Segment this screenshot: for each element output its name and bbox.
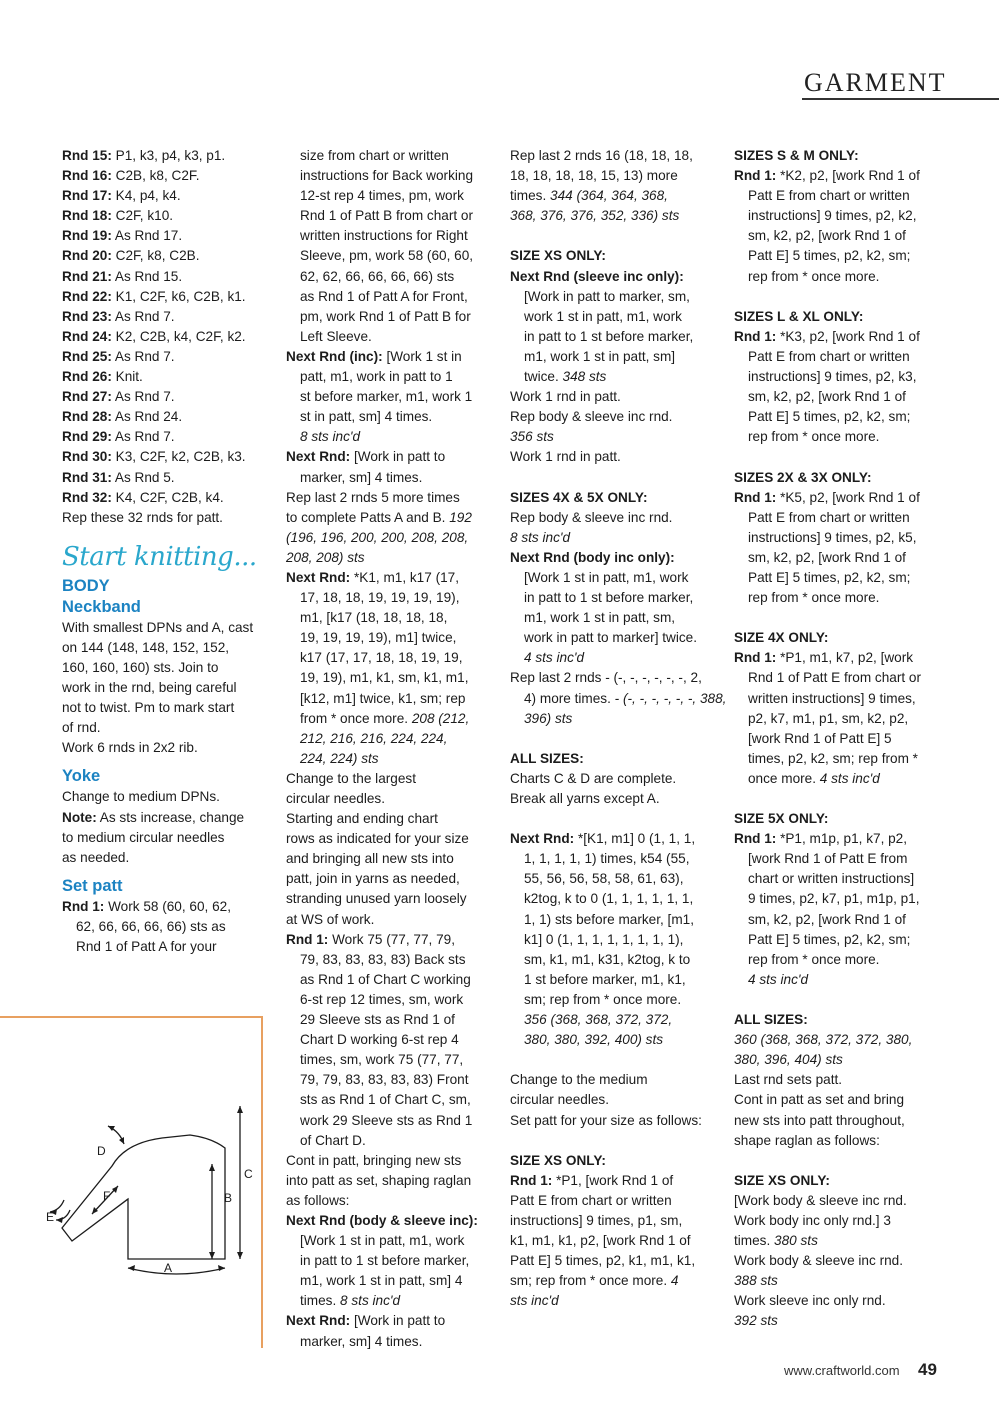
label-f: F	[103, 1189, 111, 1203]
rnd1-line: Rnd 1 of Patt A for your	[76, 939, 217, 954]
text-line: Patt E] 5 times, p2, k2, sm;	[748, 569, 911, 585]
change-line: circular needles.	[510, 1092, 609, 1108]
round-line: Rnd 22: K1, C2F, k6, C2B, k1.	[62, 288, 246, 304]
text-line: Starting and ending chart	[286, 811, 438, 827]
text-line: st in patt, sm] 4 times.	[300, 409, 433, 425]
text-line: of Chart D.	[300, 1132, 366, 1148]
body-heading: BODY	[62, 576, 110, 595]
text-line: in patt to 1 st before marker,	[300, 1253, 470, 1269]
round-line: Rnd 31: As Rnd 5.	[62, 469, 175, 485]
column-2	[286, 146, 512, 1352]
text-line: rows as indicated for your size	[286, 831, 469, 847]
text-line: k1, m1, k1, p2, [work Rnd 1 of	[510, 1233, 691, 1249]
start-knitting-heading: Start knitting...	[62, 541, 257, 572]
rnd1-line: sm; rep from * once more. 4	[510, 1273, 679, 1289]
text-block	[286, 950, 512, 1151]
next-inc-line: Next Rnd (inc): [Work 1 st in	[286, 348, 462, 364]
text-block	[734, 668, 974, 768]
round-line: Rnd 15: P1, k3, p4, k3, p1.	[62, 148, 226, 163]
text-line: patt, join in yarns as needed,	[286, 871, 460, 887]
change-line: Change to the medium	[510, 1072, 648, 1088]
text-line: 62, 62, 66, 66, 66, 66) sts	[300, 268, 455, 284]
stitch-count: 380, 396, 404) sts	[734, 1052, 843, 1068]
round-line: Rnd 23: As Rnd 7.	[62, 308, 175, 324]
xs-line: Work body & sleeve inc rnd.	[734, 1253, 903, 1269]
xs-line: times. 380 sts	[734, 1233, 818, 1249]
text-line: circular needles.	[286, 791, 385, 806]
text-block	[734, 186, 974, 286]
repeat-line: 18, 18, 18, 18, 15, 13) more	[510, 168, 678, 184]
round-line: Rnd 29: As Rnd 7.	[62, 429, 175, 445]
text-line: in patt to 1 st before marker,	[524, 590, 694, 606]
work-line: Work 1 rnd in patt.	[510, 449, 621, 465]
repeat-note: Rep these 32 rnds for patt.	[62, 509, 223, 525]
neckband-heading: Neckband	[62, 597, 141, 616]
text-line: instructions for Back working	[300, 168, 474, 184]
text-line: as Rnd 1 of Chart C working	[300, 971, 471, 987]
text-line: times, p2, k2, sm; rep from *	[748, 750, 918, 766]
inc-count: 4 sts inc'd	[524, 650, 585, 666]
round-line: Rnd 16: C2B, k8, C2F.	[62, 168, 200, 184]
text-line: 55, 56, 56, 58, 58, 61, 63),	[524, 871, 684, 887]
text-line: 6-st rep 12 times, sm, work	[300, 991, 464, 1007]
text-line: k2tog, k to 0 (1, 1, 1, 1, 1, 1,	[524, 891, 694, 907]
stitch-count: 360 (368, 368, 372, 372, 380,	[734, 1032, 913, 1048]
text-line: rep from * once more.	[748, 268, 880, 284]
size-heading: ALL SIZES:	[734, 1012, 808, 1028]
text-line: Patt E] 5 times, p2, k1, m1, k1,	[510, 1253, 696, 1269]
rnd1-line: Rnd 1: *P1, m1, k7, p2, [work	[734, 650, 914, 666]
text-line: as follows:	[286, 1192, 350, 1208]
text-block	[510, 1191, 736, 1271]
text-line: [k12, m1] twice, k1, sm; rep	[300, 690, 466, 706]
text-block	[510, 287, 736, 367]
all-line: Charts C & D are complete.	[510, 770, 677, 786]
yoke-line: Change to medium DPNs.	[62, 789, 220, 805]
text-line: work 1 st in patt, m1, work	[524, 308, 682, 324]
work-line: Work 1 rnd in patt.	[510, 389, 621, 405]
neck-line: With smallest DPNs and A, cast	[62, 619, 254, 635]
text-block	[734, 849, 974, 970]
work-line: Rep body & sleeve inc rnd.	[510, 509, 673, 525]
body-sleeve-inc-label: Next Rnd (body & sleeve inc):	[286, 1212, 478, 1228]
label-a: A	[164, 1261, 173, 1275]
text-line: [work Rnd 1 of Patt E] 5	[748, 730, 892, 746]
text-line: m1, work 1 st in patt, sm] 4	[300, 1273, 463, 1289]
rnd1-line: Rnd 1: Work 58 (60, 60, 62,	[62, 898, 231, 914]
stitch-count: 356 sts	[510, 429, 554, 445]
text-block	[734, 1070, 974, 1150]
neck-line: Work 6 rnds in 2x2 rib.	[62, 740, 198, 756]
xs-line: [Work body & sleeve inc rnd.	[734, 1192, 907, 1208]
text-line: sm; rep from * once more.	[524, 991, 682, 1007]
text-block	[286, 367, 512, 427]
text-line: Patt E from chart or written	[748, 509, 910, 525]
text-line: times, sm, work 75 (77, 77,	[300, 1052, 464, 1068]
text-line: k1] 0 (1, 1, 1, 1, 1, 1, 1, 1),	[524, 931, 684, 947]
text-line: instructions] 9 times, p2, k3,	[748, 369, 917, 385]
text-line: pm, work Rnd 1 of Patt B for	[300, 308, 471, 324]
text-line: rep from * once more.	[748, 951, 880, 967]
size-heading: SIZE 5X ONLY:	[734, 811, 829, 827]
rnd1-line: Rnd 1: *K3, p2, [work Rnd 1 of	[734, 328, 920, 344]
text-line: 1, 1, 1, 1, 1) times, k54 (55,	[524, 851, 690, 867]
text-line: sm, k2, p2, [work Rnd 1 of	[748, 549, 906, 565]
rnd1-line: Rnd 1: Work 75 (77, 77, 79,	[286, 931, 455, 947]
text-block	[734, 508, 974, 608]
text-line: into patt as set, shaping raglan	[286, 1172, 472, 1188]
sl-line: twice. 348 sts	[524, 369, 607, 385]
text-block	[734, 347, 974, 447]
text-line: 79, 83, 83, 83, 83) Back sts	[300, 951, 466, 967]
size-heading: ALL SIZES:	[510, 750, 584, 766]
stitch-count: 368, 376, 376, 352, 336) sts	[510, 208, 680, 224]
text-line: Chart D working 6-st rep 4	[300, 1032, 459, 1048]
text-line: written instructions for Right	[300, 228, 468, 244]
size-heading: SIZES 4X & 5X ONLY:	[510, 489, 648, 505]
text-line: [Work 1 st in patt, m1, work	[300, 1233, 465, 1249]
text-line: sts as Rnd 1 of Chart C, sm,	[300, 1092, 471, 1108]
label-c: C	[244, 1167, 253, 1181]
stitch-count: 224, 224) sts	[300, 750, 379, 766]
page-number: 49	[918, 1360, 937, 1379]
text-line: Last rnd sets patt.	[734, 1072, 843, 1088]
text-line: sm, k2, p2, [work Rnd 1 of	[748, 911, 906, 927]
round-line: Rnd 28: As Rnd 24.	[62, 409, 183, 425]
text-line: at WS of work.	[286, 911, 375, 927]
text-line: sm, k2, p2, [work Rnd 1 of	[748, 389, 906, 405]
stitch-count: 380, 380, 392, 400) sts	[524, 1032, 664, 1048]
website-url: www.craftworld.com	[784, 1363, 900, 1378]
note-line: Note: As sts increase, change	[62, 809, 245, 825]
work-line: Rep body & sleeve inc rnd.	[510, 409, 673, 425]
text-line: 79, 79, 83, 83, 83, 83) Front	[300, 1072, 469, 1088]
inc-count: 8 sts inc'd	[300, 429, 361, 445]
round-line: Rnd 24: K2, C2B, k4, C2F, k2.	[62, 328, 246, 344]
stitch-count: 392 sts	[734, 1313, 778, 1329]
bs-line: times. 8 sts inc'd	[300, 1293, 401, 1309]
inc-count: 4 sts inc'd	[748, 971, 809, 987]
round-line: Rnd 25: As Rnd 7.	[62, 348, 175, 364]
next-line: Next Rnd: [Work in patt to	[286, 449, 446, 465]
neck-line: 160, 160, 160) sts. Join to	[62, 659, 219, 675]
rnd1-line: Rnd 1: *P1, [work Rnd 1 of	[510, 1172, 674, 1188]
repeat-line: 4) more times. - (-, -, -, -, -, -, 388,	[524, 690, 727, 706]
xs-line: Work body inc only rnd.] 3	[734, 1212, 891, 1228]
text-line: Cont in patt, bringing new sts	[286, 1152, 462, 1168]
set-patt-heading: Set patt	[62, 876, 123, 895]
text-line: Cont in patt as set and bring	[734, 1092, 905, 1108]
size-heading: SIZE 4X ONLY:	[734, 630, 829, 646]
text-line: new sts into patt throughout,	[734, 1112, 905, 1128]
stitch-count: (196, 196, 200, 200, 208, 208,	[286, 529, 469, 545]
note-line: to medium circular needles	[62, 829, 225, 845]
text-line: 9 times, p2, k7, p1, m1p, p1,	[748, 891, 920, 907]
header-rule	[802, 98, 999, 100]
rnd1-line: Rnd 1: *P1, m1p, p1, k7, p2,	[734, 831, 908, 847]
next-line: marker, sm] 4 times.	[300, 1333, 423, 1349]
text-line: and bringing all new sts into	[286, 851, 454, 867]
neck-line: of rnd.	[62, 720, 101, 736]
column-3	[510, 146, 736, 1311]
round-line: Rnd 17: K4, p4, k4.	[62, 188, 181, 204]
neck-line: not to twist. Pm to mark start	[62, 700, 235, 716]
text-line: Sleeve, pm, work 58 (60, 60,	[300, 248, 474, 264]
stitch-count: 212, 216, 216, 224, 224,	[300, 730, 448, 746]
label-b: B	[224, 1191, 233, 1205]
stitch-count: 396) sts	[524, 710, 573, 726]
text-line: written instructions] 9 times,	[748, 690, 916, 706]
column-4	[734, 146, 974, 1332]
text-line: Patt E] 5 times, p2, k2, sm;	[748, 409, 911, 425]
text-line: [work Rnd 1 of Patt E from	[748, 851, 908, 867]
text-line: [Work 1 st in patt, m1, work	[524, 569, 689, 585]
text-block	[510, 849, 736, 1010]
rnd1-line: Rnd 1: *K2, p2, [work Rnd 1 of	[734, 168, 920, 184]
sleeve-inc-label: Next Rnd (sleeve inc only):	[510, 268, 684, 284]
round-line: Rnd 26: Knit.	[62, 369, 143, 385]
text-line: Rnd 1 of Patt E from chart or	[748, 670, 922, 686]
text-line: m1, [k17 (18, 18, 18, 18,	[300, 610, 448, 626]
text-block	[286, 146, 512, 347]
text-block	[286, 769, 512, 930]
text-line: 1, 1) sts before marker, [m1,	[524, 911, 694, 927]
text-line: as Rnd 1 of Patt A for Front,	[300, 288, 468, 304]
text-line: instructions] 9 times, p1, sm,	[510, 1212, 683, 1228]
text-line: in patt to 1 st before marker,	[524, 328, 694, 344]
next-line: Next Rnd: *[K1, m1] 0 (1, 1, 1,	[510, 831, 696, 847]
text-line: instructions] 9 times, p2, k5,	[748, 529, 917, 545]
sweater-schematic	[0, 1016, 263, 1348]
text-line: 29 Sleeve sts as Rnd 1 of	[300, 1012, 455, 1028]
text-line: Patt E from chart or written	[748, 348, 910, 364]
neck-line: on 144 (148, 148, 152, 152,	[62, 639, 230, 655]
round-line: Rnd 21: As Rnd 15.	[62, 268, 183, 284]
text-line: 1 st before marker, m1, k1,	[524, 971, 686, 987]
text-line: shape raglan as follows:	[734, 1132, 880, 1148]
repeat-line: Rep last 2 rnds - (-, -, -, -, -, -, 2,	[510, 670, 702, 686]
change-line: Set patt for your size as follows:	[510, 1112, 702, 1128]
size-heading: SIZES L & XL ONLY:	[734, 308, 864, 324]
repeat-line: to complete Patts A and B. 192	[286, 509, 472, 525]
pattern-rounds	[62, 146, 288, 508]
text-line: stranding unused yarn loosely	[286, 891, 467, 907]
text-line: instructions] 9 times, p2, k2,	[748, 208, 917, 224]
column-1	[62, 146, 288, 957]
stitch-count: 208, 208) sts	[286, 549, 365, 565]
size-heading: SIZE XS ONLY:	[734, 1172, 830, 1188]
rnd1-line: 62, 66, 66, 66, 66) sts as	[76, 918, 226, 934]
text-line: sm, k1, m1, k31, k2tog, k to	[524, 951, 691, 967]
text-line: Patt E from chart or written	[510, 1192, 672, 1208]
size-heading: SIZE XS ONLY:	[510, 1152, 606, 1168]
text-line: m1, work 1 st in patt, sm,	[524, 610, 676, 626]
text-line: p2, k7, m1, p1, sm, k2, p2,	[748, 710, 909, 726]
text-line: rep from * once more.	[748, 590, 880, 606]
next-line: marker, sm] 4 times.	[300, 469, 423, 485]
round-line: Rnd 20: C2F, k8, C2B.	[62, 248, 200, 264]
label-e: E	[46, 1210, 55, 1224]
text-line: 17, 18, 18, 19, 19, 19, 19),	[300, 590, 460, 606]
text-line: st before marker, m1, work 1	[300, 389, 473, 405]
text-line: patt, m1, work in patt to 1	[300, 369, 453, 385]
label-d: D	[97, 1144, 106, 1158]
text-line: Patt E] 5 times, p2, k2, sm;	[748, 248, 911, 264]
text-line: Patt E from chart or written	[748, 188, 910, 204]
repeat-line: Rep last 2 rnds 16 (18, 18, 18,	[510, 148, 693, 163]
text-line: Left Sleeve.	[300, 328, 372, 344]
size-heading: SIZES S & M ONLY:	[734, 148, 859, 163]
round-line: Rnd 32: K4, C2F, C2B, k4.	[62, 489, 224, 505]
size-heading: SIZE XS ONLY:	[510, 248, 606, 264]
text-line: 19, 19), m1, k1, sm, k1, m1,	[300, 670, 469, 686]
text-line: work in patt to marker] twice.	[524, 630, 697, 646]
stitch-count: 388 sts	[734, 1273, 778, 1289]
sweater-outline	[62, 1135, 225, 1259]
next-line: Next Rnd: *K1, m1, k17 (17,	[286, 569, 460, 585]
yoke-heading: Yoke	[62, 767, 101, 786]
text-line: Change to the largest	[286, 770, 416, 786]
rnd1-line: Rnd 1: *K5, p2, [work Rnd 1 of	[734, 489, 920, 505]
text-line: rep from * once more.	[748, 429, 880, 445]
all-line: Break all yarns except A.	[510, 791, 660, 806]
text-block	[286, 1151, 512, 1211]
rnd1-line: once more. 4 sts inc'd	[748, 770, 880, 786]
inc-count: 8 sts inc'd	[510, 529, 571, 545]
next-line: Next Rnd: [Work in patt to	[286, 1313, 446, 1329]
repeat-line: Rep last 2 rnds 5 more times	[286, 489, 460, 505]
neck-line: work in the rnd, being careful	[62, 680, 237, 696]
round-line: Rnd 18: C2F, k10.	[62, 208, 174, 224]
text-line: [Work in patt to marker, sm,	[524, 288, 690, 304]
round-line: Rnd 30: K3, C2F, k2, C2B, k3.	[62, 449, 246, 465]
text-line: chart or written instructions]	[748, 871, 915, 887]
round-line: Rnd 19: As Rnd 17.	[62, 228, 183, 244]
stitch-count: 356 (368, 368, 372, 372,	[524, 1012, 673, 1028]
text-line: work 29 Sleeve sts as Rnd 1	[300, 1112, 473, 1128]
round-line: Rnd 27: As Rnd 7.	[62, 389, 175, 405]
text-line: m1, work 1 st in patt, sm]	[524, 348, 676, 364]
next-line: from * once more. 208 (212,	[300, 710, 470, 726]
text-line: 12-st rep 4 times, pm, work	[300, 188, 464, 204]
repeat-line: times. 344 (364, 364, 368,	[510, 188, 668, 204]
inc-count: sts inc'd	[510, 1293, 559, 1309]
text-block	[286, 588, 512, 709]
section-header: GARMENT	[804, 68, 947, 97]
text-line: k17 (17, 17, 18, 18, 19, 19,	[300, 650, 463, 666]
dimension-a	[128, 1268, 225, 1274]
note-line: as needed.	[62, 849, 130, 865]
text-line: sm, k2, p2, [work Rnd 1 of	[748, 228, 906, 244]
xs-line: Work sleeve inc only rnd.	[734, 1293, 886, 1309]
text-line: Rnd 1 of Patt B from chart or	[300, 208, 474, 224]
size-heading: SIZES 2X & 3X ONLY:	[734, 469, 872, 485]
dimension-e-2	[56, 1210, 70, 1220]
body-inc-label: Next Rnd (body inc only):	[510, 549, 675, 565]
text-block	[510, 568, 736, 648]
text-block	[286, 1231, 512, 1291]
text-line: Patt E] 5 times, p2, k2, sm;	[748, 931, 911, 947]
text-line: 19, 19, 19, 19), m1] twice,	[300, 630, 457, 646]
text-line: size from chart or written	[300, 148, 449, 163]
